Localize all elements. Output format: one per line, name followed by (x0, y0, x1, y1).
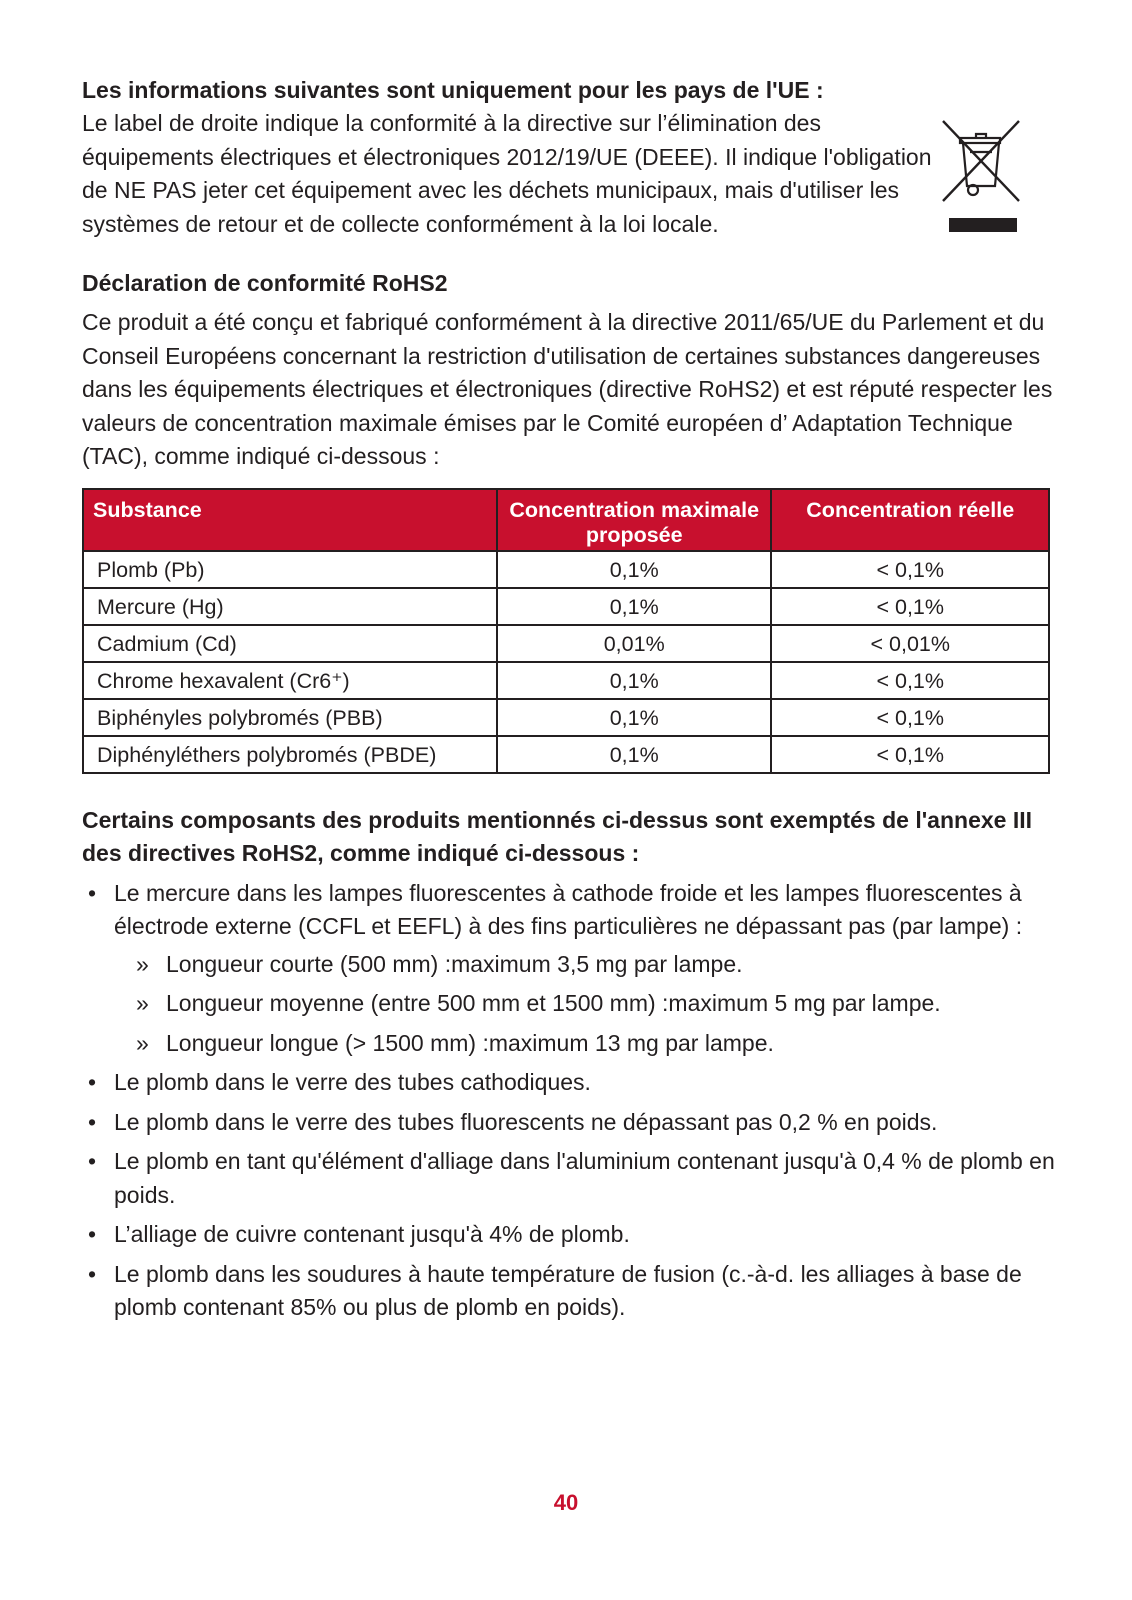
substance-cell: Biphényles polybromés (PBB) (83, 699, 497, 736)
page-number: 40 (553, 1490, 579, 1515)
table-row (83, 662, 1049, 699)
actual-concentration-cell: < 0,1% (771, 736, 1049, 773)
list-item (82, 877, 1062, 1061)
bullet-icon: • (88, 1148, 97, 1174)
exemptions-heading: Certains composants des produits mentionnés ci-dessus sont exemptés de l'annexe III des directives RoHS2, comme indiqué ci-dessous : (82, 806, 1033, 866)
list-item-text: Le plomb dans le verre des tubes cathodiques. (114, 1069, 591, 1095)
exemptions-list (82, 877, 1062, 1325)
list-item (82, 1258, 1062, 1325)
chevron-bullet-icon: » (136, 950, 149, 977)
header-substance: Substance (83, 489, 497, 551)
weee-text: Le label de droite indique la conformité à la directive sur l’élimination des équipements électriques et électroniques 2012/19/UE (DEEE). Il indique l'obligation de NE PAS jeter cet équipement avec les déchets municipaux, mais d'utiliser les systèmes de retour et de collecte conformément à la loi locale. (82, 110, 932, 237)
header-max-concentration: Concentration maximale proposée (497, 489, 772, 551)
substance-cell: Mercure (Hg) (83, 588, 497, 625)
chevron-bullet-icon: » (136, 990, 149, 1016)
table-row (83, 699, 1049, 736)
list-item (82, 1066, 1062, 1100)
list-item (82, 1106, 1062, 1140)
actual-concentration-cell: < 0,01% (771, 625, 1049, 662)
list-item (82, 1218, 1062, 1252)
table-row (83, 588, 1049, 625)
sub-list-item-text: Longueur courte (500 mm) :maximum 3,5 mg par lampe. (166, 950, 743, 977)
rohs-heading: Déclaration de conformité RoHS2 (82, 270, 448, 296)
max-concentration-cell: 0,1% (497, 551, 772, 588)
max-concentration-cell: 0,1% (497, 736, 772, 773)
sub-list-item-text: Longueur moyenne (entre 500 mm et 1500 mm) :maximum 5 mg par lampe. (166, 990, 941, 1016)
actual-concentration-cell: < 0,1% (771, 699, 1049, 736)
page-content (82, 74, 1062, 1331)
bullet-icon: • (88, 879, 97, 906)
sub-list (114, 948, 1062, 1061)
sub-list-item (114, 1027, 1062, 1061)
weee-heading: Les informations suivantes sont uniquement pour les pays de l'UE : (82, 77, 824, 103)
actual-concentration-cell: < 0,1% (771, 551, 1049, 588)
sub-list-item-text: Longueur longue (> 1500 mm) :maximum 13 mg par lampe. (166, 1029, 774, 1056)
substance-cell: Chrome hexavalent (Cr6⁺) (83, 662, 497, 699)
list-item-text: Le mercure dans les lampes fluorescentes à cathode froide et les lampes fluorescentes à électrode externe (CCFL et EEFL) à des fins particulières ne dépassant pas (par lampe) : (114, 879, 1023, 939)
substance-cell: Diphényléthers polybromés (PBDE) (83, 736, 497, 773)
table-header-row (83, 489, 1049, 551)
table-row (83, 625, 1049, 662)
bullet-icon: • (88, 1108, 97, 1135)
list-item (82, 1145, 1062, 1212)
max-concentration-cell: 0,1% (497, 662, 772, 699)
list-item-text: L’alliage de cuivre contenant jusqu'à 4% de plomb. (114, 1221, 630, 1247)
max-concentration-cell: 0,1% (497, 588, 772, 625)
list-item-text: Le plomb dans les soudures à haute température de fusion (c.-à-d. les alliages à base de plomb contenant 85% ou plus de plomb en poids). (114, 1260, 1022, 1320)
list-item-text: Le plomb dans le verre des tubes fluorescents ne dépassant pas 0,2 % en poids. (114, 1108, 938, 1135)
sub-list-item (114, 948, 1062, 982)
actual-concentration-cell: < 0,1% (771, 588, 1049, 625)
weee-section (82, 74, 1062, 241)
sub-list-item (114, 987, 1062, 1021)
max-concentration-cell: 0,1% (497, 699, 772, 736)
rohs-table (82, 488, 1050, 774)
rohs-text: Ce produit a été conçu et fabriqué conformément à la directive 2011/65/UE du Parlement et du Conseil Européens concernant la restriction d'utilisation de certaines substances dangereuses dans les équipements électriques et électroniques (directive RoHS2) et est réputé respecter les valeurs de concentration maximale émises par le Comité européen d’ Adaptation Technique (TAC), comme indiqué ci-dessous : (82, 309, 1053, 469)
actual-concentration-cell: < 0,1% (771, 662, 1049, 699)
list-item-text: Le plomb en tant qu'élément d'alliage dans l'aluminium contenant jusqu'à 0,4 % de plomb en poids. (114, 1148, 1055, 1208)
header-actual-concentration: Concentration réelle (771, 489, 1049, 551)
substance-cell: Plomb (Pb) (83, 551, 497, 588)
bullet-icon: • (88, 1260, 97, 1287)
chevron-bullet-icon: » (136, 1029, 149, 1056)
table-row (83, 736, 1049, 773)
max-concentration-cell: 0,01% (497, 625, 772, 662)
bullet-icon: • (88, 1221, 97, 1247)
substance-cell: Cadmium (Cd) (83, 625, 497, 662)
bullet-icon: • (88, 1069, 97, 1095)
table-row (83, 551, 1049, 588)
crossed-out-wheelie-bin-icon (940, 116, 1022, 234)
